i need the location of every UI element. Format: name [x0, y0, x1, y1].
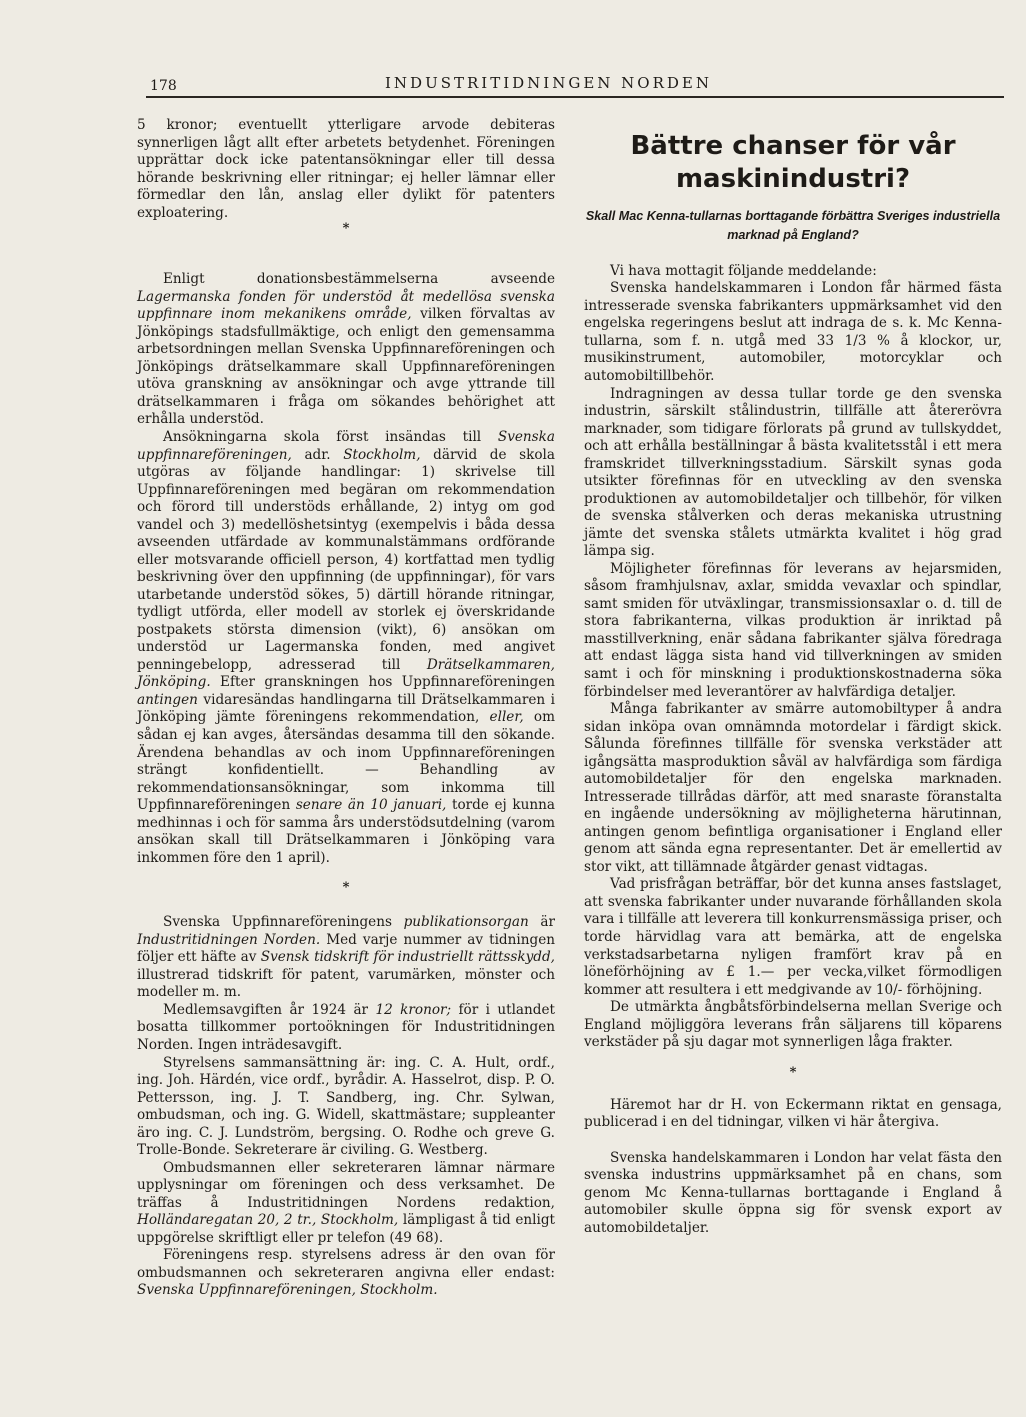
left-column: [137, 117, 555, 1300]
paragraph: Medlemsavgiften år 1924 är 12 kronor; för i utlandet bosatta tillkommer portoökningen för Industritidningen Norden. Ingen inträdesavgift.: [137, 1001, 555, 1053]
section-separator: *: [789, 1064, 797, 1080]
paragraph: Svenska Uppfinnareföreningens publikationsorgan är Industritidningen Norden. Med varje nummer av tidningen följer ett häfte av Svensk tidskrift för industriellt rättsskydd, illustrerad tidskrift för patent, varumärken, mönster och modeller m. m.: [137, 914, 556, 1001]
spacer: [137, 235, 555, 271]
spacer: [584, 1052, 1002, 1066]
spacer: [584, 1132, 1002, 1150]
paragraph: De utmärkta ångbåtsförbindelserna mellan Sverige och England möjliggöra leverans från säljarens till köparens verkstäder på sju dagar mot synnerligen låga frakter.: [584, 999, 1002, 1051]
right-column: [584, 126, 1002, 1237]
paragraph: Svenska handelskammaren i London får härmed fästa intresserade svenska fabrikanters uppmärksamhet vid den engelska regeringens beslut att indraga de s. k. Mc Kenna-tullarna, som f. n. utgå med 33 1/3 % å klockor, ur, musikinstrument, automobiler, motorcyklar och automobiltillbehör.: [584, 280, 1002, 384]
paragraph: Svenska handelskammaren i London har velat fästa den svenska industrins uppmärksamhet på en chans, som genom Mc Kenna-tullarnas borttagande i England å automobiler skulle öppna sig för svensk export av automobildetaljer.: [584, 1149, 1002, 1236]
paragraph: Vi hava mottagit följande meddelande:: [610, 262, 877, 279]
paragraph: Styrelsens sammansättning är: ing. C. A. Hult, ordf., ing. Joh. Härdén, vice ordf., byrådir. A. Hasselrot, disp. P. O. Pettersson, ing. J. T. Sandberg, ing. Chr. Sylwan, ombudsman, och ing. G. Widell, skattmästare; suppleanter äro ing. C. J. Lundström, bergsing. O. Rodhe och greve G. Trolle-Bonde. Sekreterare är civiling. G. Westberg.: [137, 1054, 555, 1159]
paragraph: 5 kronor; eventuellt ytterligare arvode debiteras synnerligen lågt allt efter arbetets betydenhet. Föreningen upprättar dock icke patentansökningar eller till dessa hörande beskrivning eller ritningar; ej heller lämnar eller förmedlar den lån, anslag eller dylikt för patenters exploatering.: [137, 117, 555, 221]
paragraph: Häremot har dr H. von Eckermann riktat en gensaga, publicerad i en del tidningar, vilken vi här återgiva.: [584, 1096, 1002, 1131]
running-head: INDUSTRITIDNINGEN NORDEN: [385, 74, 712, 92]
section-separator: *: [342, 221, 350, 237]
article-subtitle: Skall Mac Kenna-tullarnas borttagande förbättra Sveriges industriella marknad på England?: [585, 209, 1001, 242]
header-rule: [146, 96, 1004, 98]
paragraph: Ansökningarna skola först insändas till Svenska uppfinnareföreningen, adr. Stockholm, därvid de skola utgöras av följande handlingar: 1) skrivelse till Uppfinnareföreningen med begäran om rekommendation och förord till understöds erhållande, 2) intyg om god vandel och 3) medellöshetsintyg (exempelvis i båda dessa avseenden utfärdade av kommunalstämmans ordförande eller motsvarande officiell person, 4) kortfattad men tydlig beskrivning över den uppfinning (de uppfinningar), för vars utarbetande understöd sökes, 5) därtill hörande ritningar, tydligt utförda, eller modell av storlek ej överskridande postpakets största dimension (vikt), 6) ansökan om understöd ur Lagermanska fonden, med angivet penningebelopp, adresserad till Drätselkammaren, Jönköping. Efter granskningen hos Uppfinnareföreningen antingen vidaresändas handlingarna till Drätselkammaren i Jönköping jämte föreningens rekommendation, eller, om sådan ej kan avges, återsändas desamma till den sökande. Ärendena behandlas av och inom Uppfinnareföreningen strängt konfidentiellt. — Behandling av rekommendationsansökningar, som inkomma till Uppfinnareföreningen senare än 10 januari, torde ej kunna medhinnas i och för samma års understödsutdelning (varom ansökan skall till Drätselkammaren i Jönköping vara inkommen före den 1 april).: [137, 428, 555, 866]
page-number: 178: [150, 78, 177, 94]
paragraph: Ombudsmannen eller sekreteraren lämnar närmare upplysningar om föreningen och dess verksamhet. De träffas å Industritidningen Nordens redaktion, Holländaregatan 20, 2 tr., Stockholm, lämpligast å tid enligt uppgörelse skriftligt eller pr telefon (49 68).: [137, 1159, 555, 1246]
paragraph: Enligt donationsbestämmelserna avseende Lagermanska fonden för understöd åt medellösa svenska uppfinnare inom mekanikens område, vilken förvaltas av Jönköpings stadsfullmäktige, och enligt den gemensamma arbetsordningen mellan Svenska Uppfinnareföreningen och Jönköpings drätselkammare skall Uppfinnareföreningen utöva granskning av ansökningar och avge yttrande till drätselkammaren i fråga om sökandes behörighet att erhålla understöd.: [137, 271, 555, 428]
paragraph: Möjligheter förefinnas för leverans av hejarsmiden, såsom framhjulsnav, axlar, smidda vevaxlar och spindlar, samt smiden för utväxlingar, transmissionsaxlar o. d. till de stora fabrikanterna, vilkas produktion är inriktad på masstillverkning, enär sådana fabrikanter själva föredraga att endast lägga sista hand vid tillverkningen av smiden samt i och för minskning i produktionskostnaderna söka förbindelser med leverantörer av halvfärdiga detaljer.: [584, 560, 1002, 700]
paragraph: Vad prisfrågan beträffar, bör det kunna anses fastslaget, att svenska fabrikanter under nuvarande förhållanden skola vara i tillfälle att leverera till konkurrensmässiga priser, och torde härvidlag vara att bemärka, att de engelska verkstadsarbetarna nyligen framfört krav på en löneförhöjning av £ 1.— per vecka,vilket förmodligen kommer att resultera i ett medgivande av 10/- förhöjning.: [584, 876, 1002, 998]
spacer: [137, 894, 555, 914]
paragraph: Många fabrikanter av smärre automobiltyper å andra sidan inköpa ovan omnämnda motordelar i färdigt skick. Sålunda förefinnes tillfälle för svenska verkstäder att igångsätta masproduktion såväl av halvfärdiga som färdiga automobildetaljer för den engelska marknaden. Intresserade tillrådas därför, att med snaraste föranstalta en ingående undersökning av möjligheterna härutinnan, antingen genom befintliga organisationer i England eller genom att sända egna representanter. Det är emellertid av stor vikt, att tillämnade åtgärder genast vidtagas.: [584, 701, 1002, 875]
paragraph: Indragningen av dessa tullar torde ge den svenska industrin, särskilt stålindustrin, tillfälle att återerövra marknader, som tidigare förlorats på grund av tullskyddet, och att erhålla beställningar å bästa kvalitetsstål i ett mera framskridet tillverkningsstadium. Särskilt synas goda utsikter förefinnas för en utveckling av den svenska produktionen av automobildetaljer och tillbehör, för vilken de svenska stålverken och deras mekaniska utrustning jämte det svenska stålets utmärkta kvalitet i hög grad lämpa sig.: [584, 385, 1002, 560]
page-header: [0, 72, 1026, 100]
paragraph: Föreningens resp. styrelsens adress är den ovan för ombudsmannen och sekreteraren angivna eller endast: Svenska Uppfinnareföreningen, Stockholm.: [137, 1247, 555, 1299]
article-title: Bättre chanser för vår maskinindustri?: [630, 131, 956, 194]
section-separator: *: [342, 880, 350, 896]
spacer: [584, 1079, 1002, 1097]
spacer: [137, 867, 555, 881]
